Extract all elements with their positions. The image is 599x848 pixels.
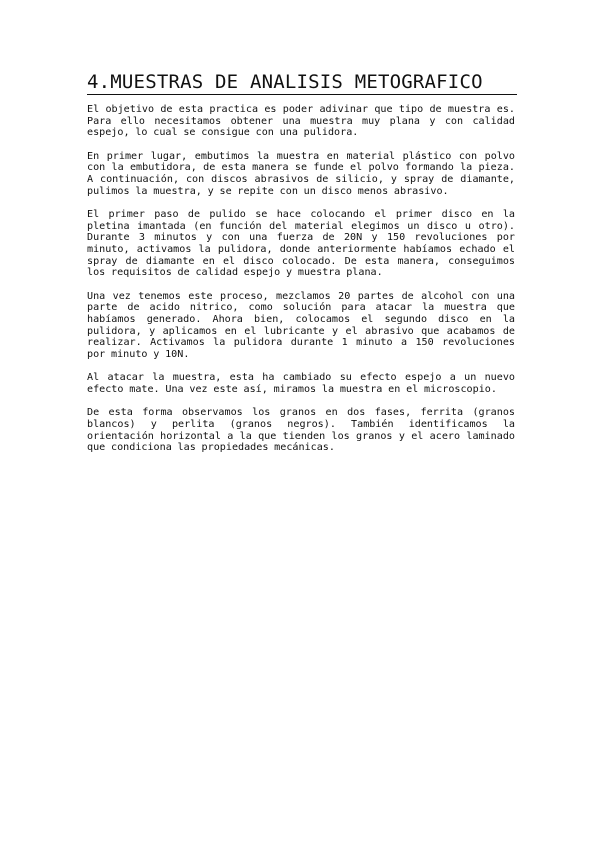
page-title: 4.MUESTRAS DE ANALISIS METOGRAFICO	[87, 70, 517, 95]
paragraph-observation: De esta forma observamos los granos en dos fases, ferrita (granos blancos) y perlita (granos negros). También identificamos la orientación horizontal a la que tienden los granos y el acero laminado que condiciona las propiedades mecánicas.	[87, 407, 515, 454]
paragraph-etching: Una vez tenemos este proceso, mezclamos 20 partes de alcohol con una parte de acido nitrico, como solución para atacar la muestra que habíamos generado. Ahora bien, colocamos el segundo disco en la pulidora, y aplicamos en el lubricante y el abrasivo que acabamos de realizar. Activamos la pulidora durante 1 minuto a 150 revoluciones por minuto y 10N.	[87, 290, 515, 360]
paragraph-embedding: En primer lugar, embutimos la muestra en material plástico con polvo con la embutidora, de esta manera se funde el polvo formando la pieza. A continuación, con discos abrasivos de silicio, y spray de diamante, pulimos la muestra, y se repite con un disco menos abrasivo.	[87, 150, 515, 197]
paragraph-objective: El objetivo de esta practica es poder adivinar que tipo de muestra es. Para ello necesitamos obtener una muestra muy plana y con calidad espejo, lo cual se consigue con una pulidora.	[87, 104, 515, 139]
paragraph-matte-effect: Al atacar la muestra, esta ha cambiado su efecto espejo a un nuevo efecto mate. Una vez este así, miramos la muestra en el microscopio.	[87, 372, 515, 395]
paragraph-first-polish: El primer paso de pulido se hace colocando el primer disco en la pletina imantada (en función del material elegimos un disco u otro). Durante 3 minutos y con una fuerza de 20N y 150 revoluciones por minuto, activamos la pulidora, donde anteriormente habíamos echado el spray de diamante en el disco colocado. De esta manera, conseguimos los requisitos de calidad espejo y muestra plana.	[87, 209, 515, 279]
document-body	[87, 104, 515, 466]
